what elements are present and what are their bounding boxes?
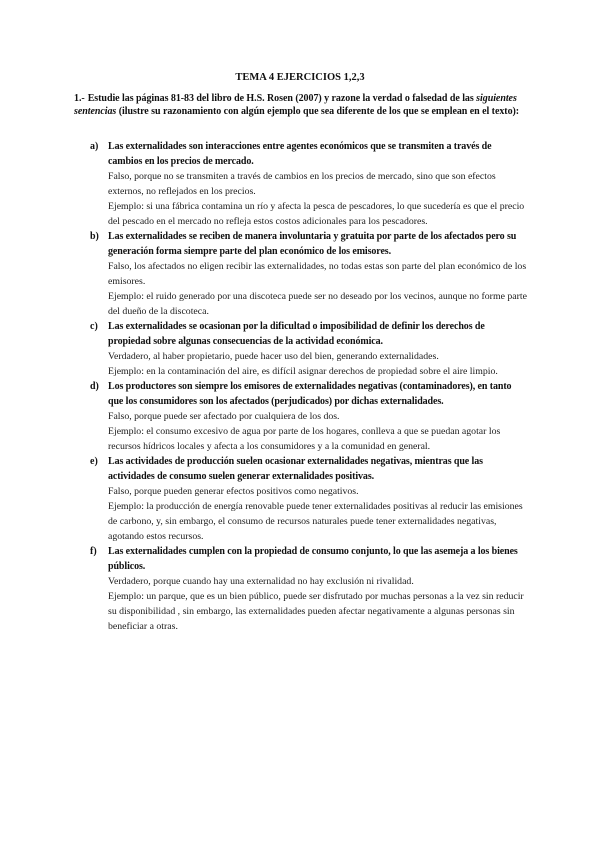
item-letter: b) [90, 231, 99, 242]
exercise-items-list [0, 139, 600, 634]
list-item [0, 139, 528, 229]
item-example: Ejemplo: el ruido generado por una discoteca puede ser no deseado por los vecinos, aunque no forme parte del dueño de la discoteca. [108, 291, 527, 317]
prompt-text-italic: siguientes sentencias [74, 93, 517, 118]
list-item [0, 544, 528, 634]
item-letter: e) [90, 456, 98, 467]
prompt-text-start: Estudie las páginas 81-83 del libro de H.S. Rosen (2007) y razone la verdad o falsedad de las [87, 93, 477, 104]
item-statement: Las externalidades cumplen con la propiedad de consumo conjunto, lo que las asemeja a los bienes públicos. [108, 546, 518, 572]
item-example: Ejemplo: un parque, que es un bien público, puede ser disfrutado por muchas personas a la vez sin reducir su disponibilidad , sin embargo, las externalidades pueden afectar negativamente a algunas personas sin beneficiar a otras. [108, 591, 524, 632]
item-answer: Verdadero, al haber propietario, puede hacer uso del bien, generando externalidades. [108, 351, 439, 362]
item-answer: Verdadero, porque cuando hay una externalidad no hay exclusión ni rivalidad. [108, 576, 414, 587]
item-answer: Falso, porque puede ser afectado por cualquiera de los dos. [108, 411, 340, 422]
item-example: Ejemplo: el consumo excesivo de agua por parte de los hogares, conlleva a que se puedan agotar los recursos hídricos locales y afecta a los consumidores y a la comunidad en general. [108, 426, 501, 452]
item-statement: Las externalidades son interacciones entre agentes económicos que se transmiten a través de cambios en los precios de mercado. [108, 141, 492, 167]
page-title: TEMA 4 EJERCICIOS 1,2,3 [235, 72, 365, 83]
item-letter: c) [90, 321, 98, 332]
list-item [0, 379, 528, 454]
item-letter: a) [90, 141, 99, 152]
prompt-text-end: (ilustre su razonamiento con algún ejemplo que sea diferente de los que se emplean en el texto): [116, 106, 520, 118]
item-example: Ejemplo: en la contaminación del aire, es difícil asignar derechos de propiedad sobre el aire limpio. [108, 366, 498, 377]
list-item [0, 319, 528, 379]
item-statement: Las externalidades se ocasionan por la dificultad o imposibilidad de definir los derechos de propiedad sobre algunas consecuencias de la actividad económica. [108, 321, 485, 347]
item-answer: Falso, porque pueden generar efectos positivos como negativos. [108, 486, 359, 497]
exercise-prompt [74, 92, 526, 118]
item-example: Ejemplo: la producción de energía renovable puede tener externalidades positivas al reducir las emisiones de carbono, y, sin embargo, el consumo de recursos naturales puede tener externalidades negativas, agotando estos recursos. [108, 501, 523, 542]
list-item [0, 454, 528, 544]
item-letter: f) [90, 546, 97, 557]
item-statement: Los productores son siempre los emisores de externalidades negativas (contaminadores), en tanto que los consumidores son los afectados (perjudicados) por dichas externalidades. [108, 381, 512, 407]
item-statement: Las actividades de producción suelen ocasionar externalidades negativas, mientras que las actividades de consumo suelen generar externalidades positivas. [108, 456, 483, 482]
item-letter: d) [90, 381, 99, 392]
item-answer: Falso, porque no se transmiten a través de cambios en los precios de mercado, sino que son efectos externos, no reflejados en los precios. [108, 171, 496, 197]
item-statement: Las externalidades se reciben de manera involuntaria y gratuita por parte de los afectados pero su generación forma siempre parte del plan económico de los emisores. [108, 231, 517, 257]
item-example: Ejemplo: si una fábrica contamina un río y afecta la pesca de pescadores, lo que sucedería es que el precio del pescado en el mercado no refleja estos costos adicionales para los pescadores. [108, 201, 525, 227]
item-answer: Falso, los afectados no eligen recibir las externalidades, no todas estas son parte del plan económico de los emisores. [108, 261, 527, 287]
list-item [0, 229, 528, 319]
exercise-number: 1.- [74, 93, 85, 104]
